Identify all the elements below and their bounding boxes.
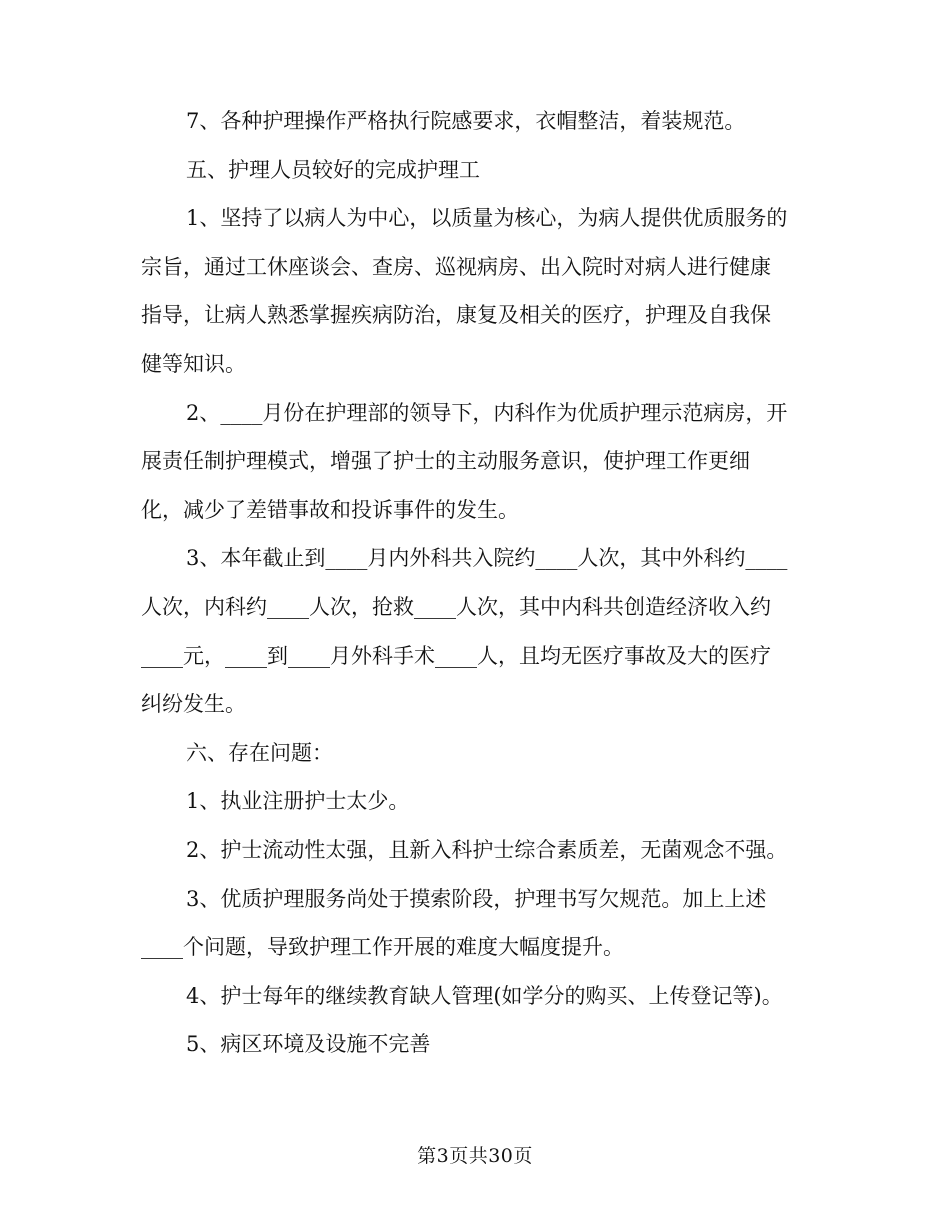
text-line: 健等知识。 (141, 351, 246, 376)
text-line: 五、护理人员较好的完成护理工 (186, 157, 480, 182)
text-line: 化，减少了差错事故和投诉事件的发生。 (141, 497, 519, 522)
text-line: 宗旨，通过工休座谈会、查房、巡视病房、出入院时对病人进行健康 (141, 254, 771, 279)
text-line: 2、____月份在护理部的领导下，内科作为优质护理示范病房，开 (186, 400, 788, 425)
text-line: ____个问题，导致护理工作开展的难度大幅度提升。 (141, 935, 624, 960)
text-line: 展责任制护理模式，增强了护士的主动服务意识，使护理工作更细 (141, 449, 750, 474)
text-line: 1、执业注册护士太少。 (186, 789, 410, 814)
text-line: 六、存在问题： (186, 740, 333, 765)
text-line: 4、护士每年的继续教育缺人管理(如学分的购买、上传登记等)。 (186, 983, 783, 1008)
text-line: 指导，让病人熟悉掌握疾病防治，康复及相关的医疗，护理及自我保 (141, 303, 771, 328)
text-line: 1、坚持了以病人为中心，以质量为核心，为病人提供优质服务的 (186, 206, 788, 231)
text-line: 2、护士流动性太强，且新入科护士综合素质差，无菌观念不强。 (186, 837, 788, 862)
text-line: 3、优质护理服务尚处于摸索阶段，护理书写欠规范。加上上述 (186, 886, 767, 911)
text-line: 5、病区环境及设施不完善 (186, 1032, 431, 1057)
text-line: ____元，____到____月外科手术____人，且均无医疗事故及大的医疗 (141, 643, 771, 668)
text-line: 3、本年截止到____月内外科共入院约____人次，其中外科约____ (186, 546, 788, 571)
document-body (141, 97, 811, 1069)
text-line: 纠纷发生。 (141, 692, 246, 717)
text-line: 人次，内科约____人次，抢救____人次，其中内科共创造经济收入约 (141, 594, 771, 619)
page-number-footer: 第3页共30页 (417, 1145, 533, 1167)
text-line: 7、各种护理操作严格执行院感要求，衣帽整洁，着装规范。 (186, 109, 746, 133)
